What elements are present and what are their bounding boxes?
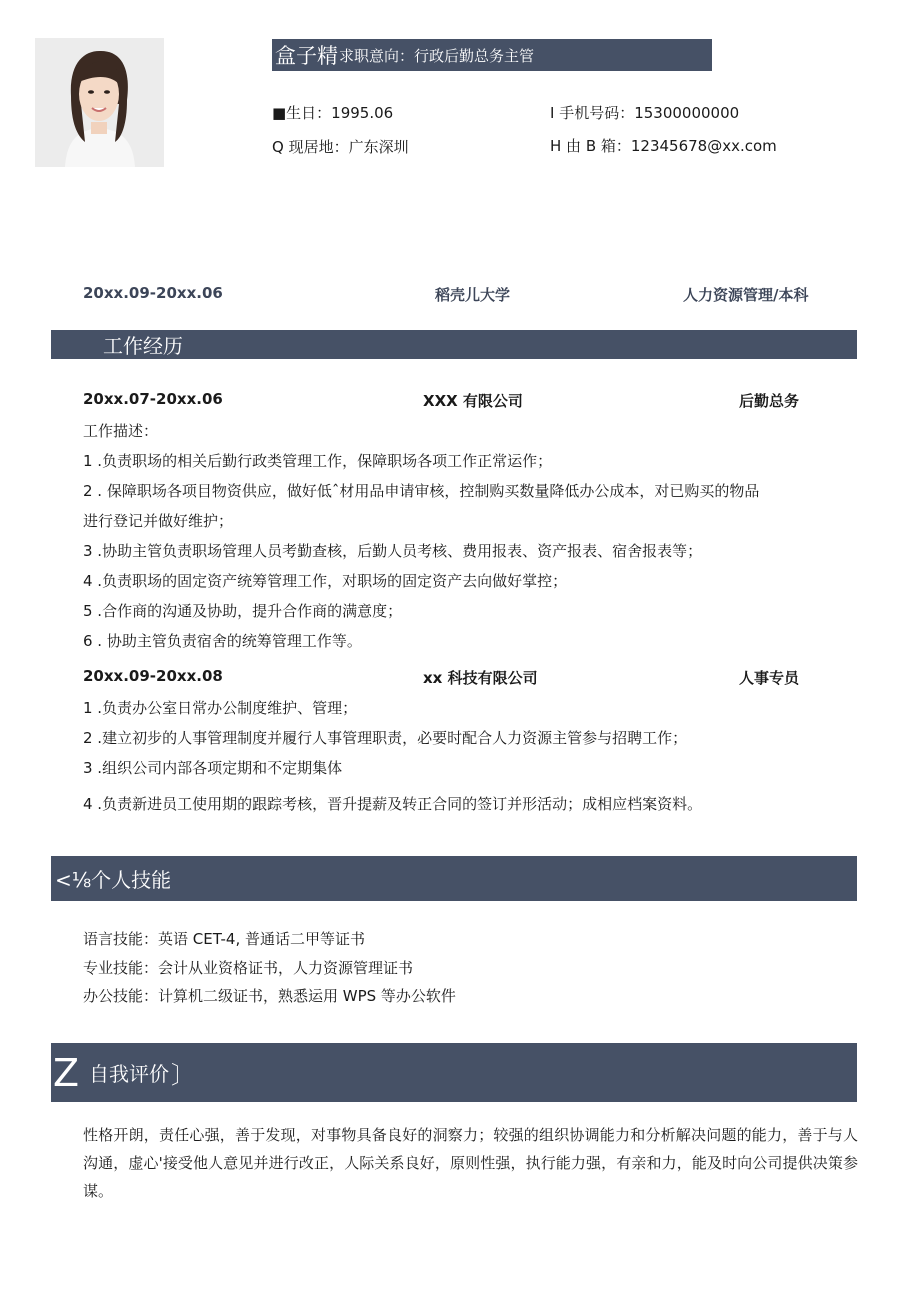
skill-item: 办公技能：计算机二级证书，熟悉运用 WPS 等办公软件 <box>83 987 456 1005</box>
job1-item: 5 .合作商的沟通及协助，提升合作商的满意度； <box>83 602 403 620</box>
job-intent: 求职意向：行政后勤总务主管 <box>339 46 535 65</box>
job1-item: 4 .负责职场的固定资产统筹管理工作，对职场的固定资产去向做好掌控； <box>83 572 568 590</box>
skill-item: 语言技能：英语 CET-4, 普通话二甲等证书 <box>83 930 365 948</box>
location-info: Q 现居地：广东深圳 <box>272 138 409 156</box>
skills-section-header <box>51 856 857 901</box>
edu-school: 稻壳儿大学 <box>435 286 511 304</box>
self-eval-title: 自我评价 <box>89 1062 170 1086</box>
job2-item: 4 .负责新进员工使用期的跟踪考核，晋升提薪及转正合同的签订并形活动；成相应档案资料。 <box>83 795 703 813</box>
work-section-title: 工作经历 <box>103 334 183 358</box>
job1-item: 3 .协助主管负责职场管理人员考勤查核，后勤人员考核、费用报表、资产报表、宿舍报表等； <box>83 542 703 560</box>
self-eval-section-header <box>51 1043 857 1102</box>
birth-info: ■生日：1995.06 <box>272 104 394 122</box>
edu-major: 人力资源管理/本科 <box>683 286 809 304</box>
edu-period: 20xx.09-20xx.06 <box>83 284 223 302</box>
skill-item: 专业技能：会计从业资格证书，人力资源管理证书 <box>83 959 414 977</box>
job2-company: xx 科技有限公司 <box>423 669 538 687</box>
job1-position: 后勤总务 <box>739 392 800 410</box>
job2-item: 2 .建立初步的人事管理制度并履行人事管理职责，必要时配合人力资源主管参与招聘工作； <box>83 729 688 747</box>
job2-period: 20xx.09-20xx.08 <box>83 667 223 685</box>
job2-item: 1 .负责办公室日常办公制度维护、管理； <box>83 699 358 717</box>
email-info: H 由 B 箱：12345678@xx.com <box>550 137 777 155</box>
work-section-header <box>51 330 857 359</box>
profile-photo <box>35 38 164 167</box>
name-banner <box>272 39 712 71</box>
job1-company: XXX 有限公司 <box>423 392 523 410</box>
job1-desc-label: 工作描述： <box>83 422 159 440</box>
phone-info: I 手机号码：15300000000 <box>550 104 740 122</box>
job1-item: 2 . 保障职场各项目物资供应，做好低ˆ材用品申请审核，控制购买数量降低办公成本，对已购买的物品 <box>83 482 760 500</box>
skills-section-title: <⅛个人技能 <box>55 868 172 892</box>
job2-position: 人事专员 <box>739 669 800 687</box>
job1-item: 1 .负责职场的相关后勤行政类管理工作，保障职场各项工作正常运作； <box>83 452 553 470</box>
job1-period: 20xx.07-20xx.06 <box>83 390 223 408</box>
z-icon: Z <box>53 1050 80 1095</box>
job2-item: 3 .组织公司内部各项定期和不定期集体 <box>83 759 343 777</box>
self-eval-text: 性格开朗，责任心强，善于发现，对事物具备良好的洞察力；较强的组织协调能力和分析解决问题的能力，善于与人沟通，虚心'接受他人意见并进行改正，人际关系良好，原则性强，执行能力强，有亲和力，能及时向公司提供决策参谋。 <box>83 1126 858 1200</box>
portrait-image <box>35 38 164 167</box>
bracket-icon: 〕 <box>171 1061 196 1089</box>
candidate-name: 盒子精 <box>275 44 338 68</box>
job1-item: 进行登记并做好维护； <box>83 512 234 530</box>
job1-item: 6 . 协助主管负责宿舍的统筹管理工作等。 <box>83 632 362 650</box>
